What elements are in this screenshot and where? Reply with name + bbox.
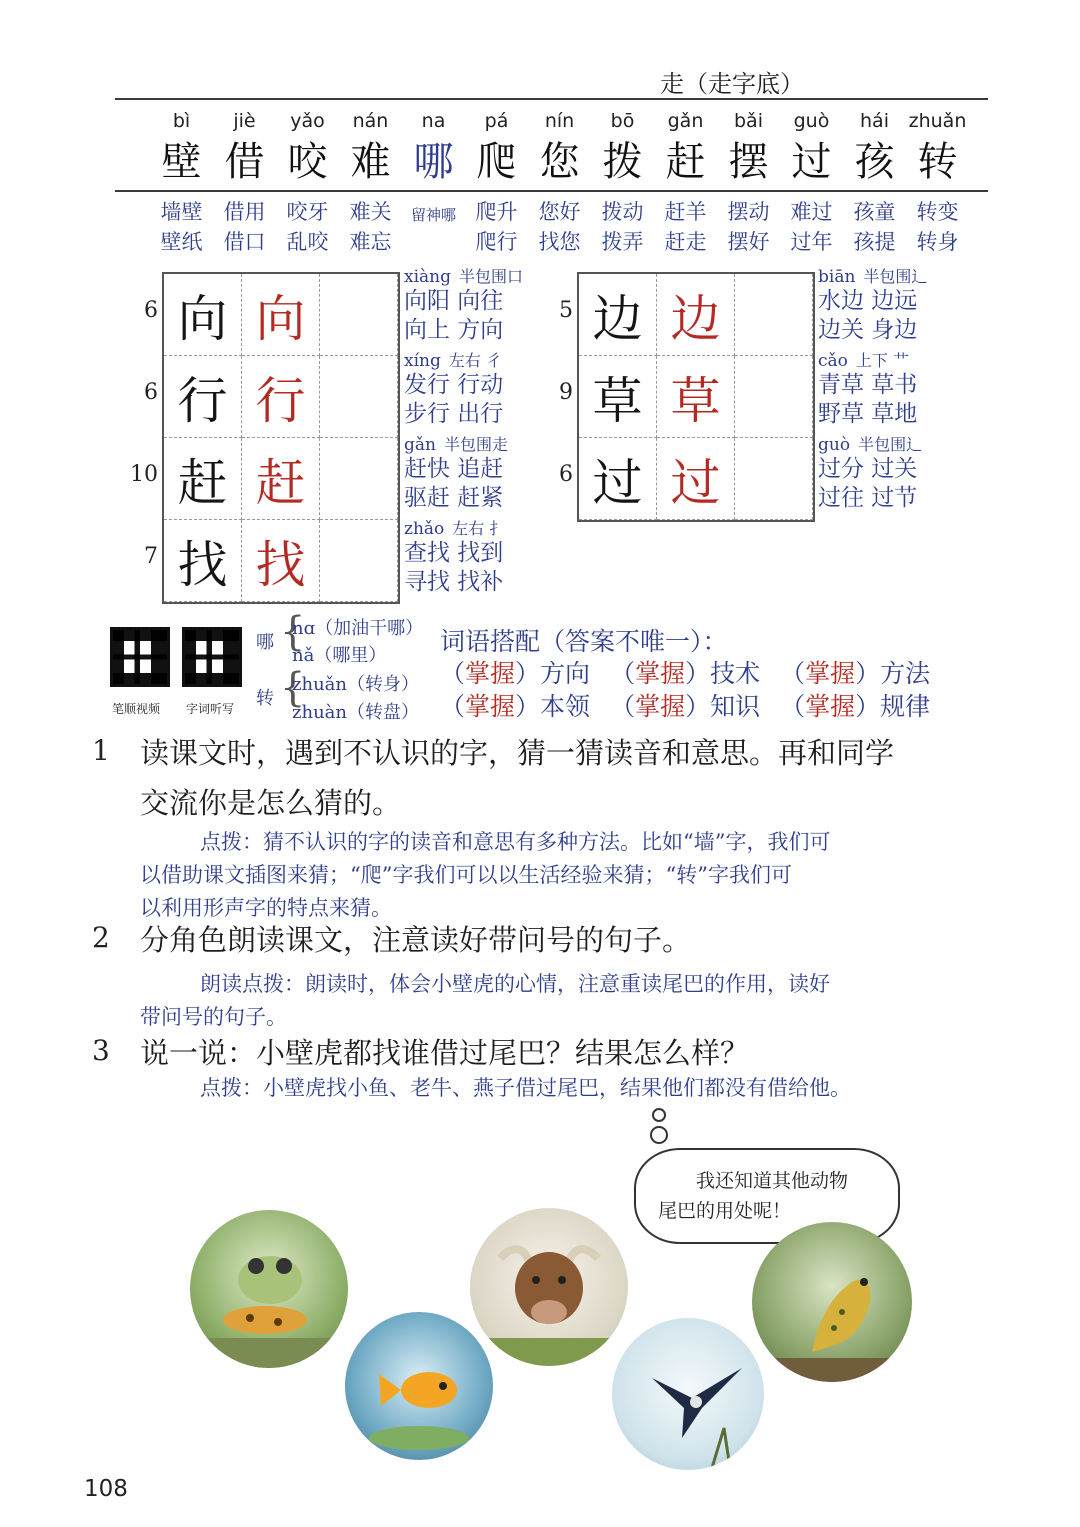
match-item: （掌握）本领	[440, 692, 591, 721]
char-pinyin: xíng	[404, 351, 441, 371]
tip-line: 以借助课文插图来猜；“爬”字我们可以以生活经验来猜；“转”字我们可	[140, 863, 792, 887]
pinyin-row	[150, 110, 970, 132]
char-pinyin: xiàng	[404, 267, 451, 287]
model-character: 过	[579, 438, 657, 520]
matching-row-2	[440, 687, 950, 723]
qr-label-dictation: 字词听写	[186, 702, 235, 716]
example-word	[402, 226, 465, 256]
example-word: 难忘	[349, 230, 392, 254]
polyphone-na-char: 哪	[256, 632, 274, 653]
char-structure: 半包围口	[459, 267, 524, 286]
new-character: 哪	[413, 139, 454, 185]
example-word: 咬牙	[286, 200, 329, 224]
model-character: 行	[164, 356, 242, 438]
example-word: 摆好	[727, 230, 770, 254]
swallow-icon	[612, 1318, 764, 1470]
char-words: 水边 边远	[818, 288, 918, 314]
char-words: 野草 草地	[818, 401, 918, 427]
gecko-icon	[752, 1222, 912, 1382]
tip-line: 以利用形声字的特点来猜。	[140, 896, 392, 920]
character-info	[818, 348, 917, 429]
example-word: 孩童	[853, 200, 896, 224]
new-character: 咬	[287, 139, 328, 185]
exercise-1-tip	[140, 826, 1020, 925]
stroke-video-qr-icon[interactable]	[110, 627, 170, 687]
char-structure: 半包围走	[443, 435, 508, 454]
page-number: 108	[84, 1476, 128, 1502]
exercise-number: 1	[92, 734, 110, 767]
char-words: 过往 过节	[818, 485, 918, 511]
new-character: 赶	[665, 139, 706, 185]
frog-icon	[190, 1210, 348, 1368]
ox-icon	[470, 1208, 628, 1366]
practice-cell[interactable]	[320, 520, 398, 602]
match-item: （掌握）知识	[610, 692, 761, 721]
match-answer: 掌握	[465, 692, 516, 721]
example-word: 爬行	[475, 230, 518, 254]
character-info	[404, 348, 503, 429]
char-words: 赶快 追赶	[404, 456, 504, 482]
new-character: 借	[224, 139, 265, 185]
polyphone-na-reading-2: nǎ（哪里）	[292, 645, 387, 666]
char-words: 过分 过关	[818, 456, 918, 482]
new-character: 难	[350, 139, 391, 185]
qr-label-video: 笔顺视频	[112, 702, 161, 716]
pinyin: nán	[352, 110, 389, 132]
practice-cell[interactable]	[735, 274, 813, 356]
model-character: 向	[164, 274, 242, 356]
trace-character: 草	[657, 356, 735, 438]
exercise-question: 分角色朗读课文，注意读好带问号的句子。	[140, 923, 692, 957]
example-word: 墙壁	[160, 200, 203, 224]
practice-cell[interactable]	[320, 274, 398, 356]
character-info	[404, 264, 523, 345]
exercise-3	[92, 1028, 750, 1078]
char-words: 寻找 找补	[404, 569, 504, 595]
trace-character: 边	[657, 274, 735, 356]
swallow-illustration	[612, 1318, 764, 1470]
exercise-3-tip	[200, 1072, 1020, 1105]
example-word: 借口	[223, 230, 266, 254]
dictation-qr-icon[interactable]	[182, 627, 242, 687]
char-structure: 半包围辶	[863, 267, 928, 286]
match-word: 方法	[880, 659, 931, 688]
trace-character: 找	[242, 520, 320, 602]
example-word: 壁纸	[160, 230, 203, 254]
match-answer: 掌握	[805, 692, 856, 721]
stroke-count: 9	[559, 380, 573, 405]
char-words: 向上 方向	[404, 317, 504, 343]
character-info	[404, 516, 505, 597]
char-words: 边关 身边	[818, 317, 918, 343]
new-character: 转	[917, 139, 958, 185]
radical-note: 走（走字底）	[660, 70, 804, 98]
tip-line: 点拨：小壁虎找小鱼、老牛、燕子借过尾巴，结果他们都没有借给他。	[200, 1076, 851, 1100]
match-word: 方向	[540, 659, 591, 688]
exercise-2-tip	[140, 968, 1020, 1034]
char-pinyin: guò	[818, 435, 851, 455]
example-word: 找您	[538, 230, 581, 254]
fish-illustration	[345, 1312, 493, 1460]
tip-line: 带问号的句子。	[140, 1005, 287, 1029]
pinyin: hái	[860, 110, 889, 132]
pinyin: nín	[544, 110, 575, 132]
exercise-number: 3	[92, 1034, 110, 1067]
words-row-1	[150, 196, 970, 226]
example-word: 孩提	[853, 230, 896, 254]
char-structure: 左右 彳	[448, 351, 502, 370]
example-word: 借用	[223, 200, 266, 224]
example-word: 转身	[916, 230, 959, 254]
char-structure: 半包围辶	[858, 435, 923, 454]
example-word: 拨动	[601, 200, 644, 224]
pinyin: zhuǎn	[908, 110, 967, 132]
new-character: 孩	[854, 139, 895, 185]
model-character: 边	[579, 274, 657, 356]
example-word: 摆动	[727, 200, 770, 224]
brace: {	[280, 609, 306, 655]
new-character: 您	[539, 139, 580, 185]
example-word: 过年	[790, 230, 833, 254]
matching-row-1	[440, 654, 950, 690]
match-word: 知识	[710, 692, 761, 721]
bubble-dot	[650, 1126, 668, 1144]
polyphone-na-reading-1: nɑ（加油干哪）	[292, 618, 424, 639]
tianzige-grid	[577, 272, 815, 522]
char-structure: 左右 扌	[452, 519, 506, 538]
pinyin: gǎn	[667, 110, 704, 132]
match-item: （掌握）方向	[440, 659, 591, 688]
pinyin: na	[421, 110, 446, 132]
example-word: 留神哪	[410, 206, 456, 224]
stroke-count: 7	[144, 544, 158, 569]
model-character: 赶	[164, 438, 242, 520]
example-word: 难关	[349, 200, 392, 224]
exercise-1	[92, 728, 895, 828]
frog-illustration	[190, 1210, 348, 1368]
char-pinyin: gǎn	[404, 435, 436, 455]
char-pinyin: biān	[818, 267, 856, 287]
exercise-question: 交流你是怎么猜的。	[140, 786, 402, 820]
gecko-illustration	[752, 1222, 912, 1382]
trace-character: 向	[242, 274, 320, 356]
pinyin: bǎi	[734, 110, 763, 132]
trace-character: 赶	[242, 438, 320, 520]
match-item: （掌握）方法	[780, 659, 931, 688]
new-character: 过	[791, 139, 832, 185]
match-word: 技术	[710, 659, 761, 688]
new-character: 摆	[728, 139, 769, 185]
new-character: 拨	[602, 139, 643, 185]
char-words: 向阳 向往	[404, 288, 504, 314]
fish-icon	[345, 1312, 493, 1460]
stroke-count: 10	[130, 462, 158, 487]
tip-line: 点拨：猜不认识的字的读音和意思有多种方法。比如“墙”字，我们可	[200, 830, 831, 854]
practice-cell[interactable]	[735, 438, 813, 520]
exercise-question: 读课文时，遇到不认识的字，猜一猜读音和意思。再和同学	[140, 736, 895, 770]
tip-line: 朗读点拨：朗读时，体会小壁虎的心情，注意重读尾巴的作用，读好	[200, 972, 830, 996]
practice-cell[interactable]	[320, 438, 398, 520]
char-words: 查找 找到	[404, 540, 504, 566]
character-row	[150, 130, 970, 187]
example-word: 赶走	[664, 230, 707, 254]
bubble-line-2: 尾巴的用处呢！	[658, 1200, 792, 1222]
example-word: 转变	[916, 200, 959, 224]
match-word: 规律	[880, 692, 931, 721]
match-item: （掌握）规律	[780, 692, 931, 721]
matching-title: 词语搭配（答案不唯一）：	[440, 627, 728, 656]
exercise-question: 说一说：小壁虎都找谁借过尾巴？结果怎么样？	[140, 1036, 750, 1070]
pinyin: yǎo	[290, 110, 325, 132]
match-item: （掌握）技术	[610, 659, 761, 688]
pinyin: guò	[793, 110, 830, 132]
match-answer: 掌握	[805, 659, 856, 688]
polyphone-zhuan-reading-1: zhuǎn（转身）	[292, 674, 419, 695]
pinyin: bì	[172, 110, 191, 132]
example-word: 赶羊	[664, 200, 707, 224]
match-answer: 掌握	[465, 659, 516, 688]
example-word: 难过	[790, 200, 833, 224]
match-answer: 掌握	[635, 692, 686, 721]
ox-illustration	[470, 1208, 628, 1366]
example-word: 爬升	[475, 200, 518, 224]
example-word: 拨弄	[601, 230, 644, 254]
mid-rule	[115, 190, 988, 192]
character-info	[818, 432, 922, 513]
stroke-count: 6	[144, 298, 158, 323]
model-character: 草	[579, 356, 657, 438]
character-info	[818, 264, 927, 345]
match-word: 本领	[540, 692, 591, 721]
bubble-line-1: 我还知道其他动物	[696, 1170, 849, 1192]
char-words: 发行 行动	[404, 372, 504, 398]
match-answer: 掌握	[635, 659, 686, 688]
practice-cell[interactable]	[320, 356, 398, 438]
new-character: 爬	[476, 139, 517, 185]
char-structure: 上下 艹	[855, 351, 909, 370]
polyphone-zhuan-reading-2: zhuàn（转盘）	[292, 702, 419, 723]
pinyin: jiè	[233, 110, 256, 132]
polyphone-zhuan-char: 转	[256, 688, 274, 709]
char-pinyin: zhǎo	[404, 519, 445, 539]
new-character: 壁	[161, 139, 202, 185]
practice-cell[interactable]	[735, 356, 813, 438]
tianzige-grid	[162, 272, 400, 604]
pinyin: pá	[484, 110, 509, 132]
words-row-2	[150, 226, 970, 256]
trace-character: 行	[242, 356, 320, 438]
model-character: 找	[164, 520, 242, 602]
pinyin: bō	[610, 110, 635, 132]
exercise-number: 2	[92, 921, 110, 954]
stroke-count: 5	[559, 298, 573, 323]
brace: {	[280, 665, 306, 711]
bubble-dot	[652, 1108, 666, 1122]
char-pinyin: cǎo	[818, 351, 848, 371]
character-info	[404, 432, 508, 513]
example-word: 您好	[538, 200, 581, 224]
char-words: 步行 出行	[404, 401, 504, 427]
char-words: 驱赶 赶紧	[404, 485, 504, 511]
stroke-count: 6	[559, 462, 573, 487]
char-words: 青草 草书	[818, 372, 918, 398]
trace-character: 过	[657, 438, 735, 520]
stroke-count: 6	[144, 380, 158, 405]
top-rule	[115, 98, 988, 100]
example-word: 乱咬	[286, 230, 329, 254]
exercise-2	[92, 915, 692, 965]
